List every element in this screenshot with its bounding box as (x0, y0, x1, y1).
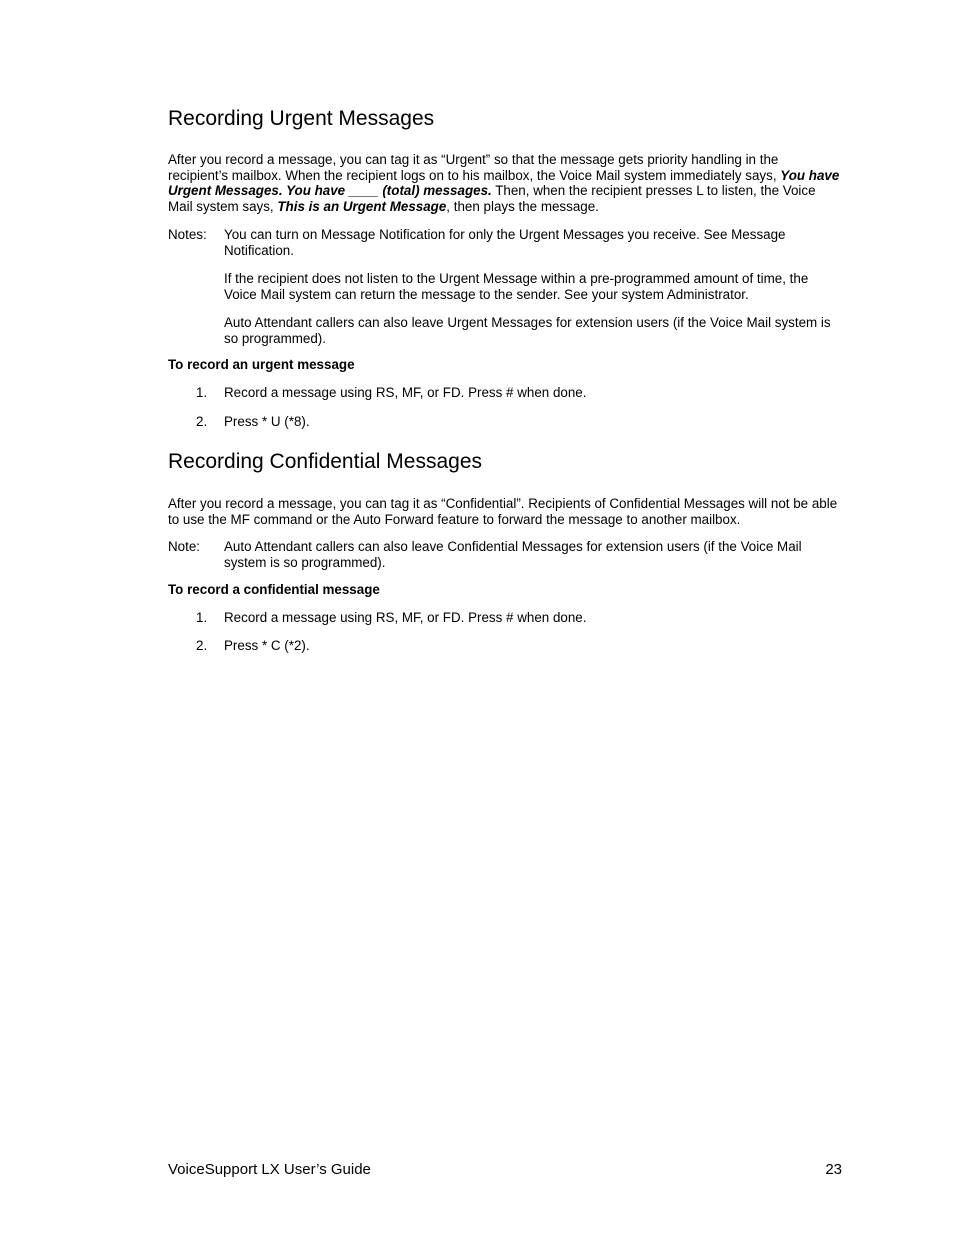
procedure-step (168, 414, 840, 430)
step-text: Record a message using RS, MF, or FD. Press # when done. (224, 385, 587, 400)
note-block (168, 539, 840, 570)
notes-label: Notes: (168, 227, 207, 242)
step-number: 2. (196, 638, 208, 653)
note-label: Note: (168, 539, 201, 554)
procedure-step (168, 610, 840, 626)
procedure-step (168, 638, 840, 654)
urgent-phrase-2: This is an Urgent Message (277, 198, 447, 214)
procedure-title-urgent: To record an urgent message (168, 357, 355, 372)
note-item: If the recipient does not listen to the Urgent Message within a pre-programmed amount of time, the Voice Mail system can return the message to the sender. See your system Administrator. (224, 271, 809, 302)
urgent-intro-paragraph: After you record a message, you can tag it as “Urgent” so that the message gets priority handling in the recipient’s mailbox. When the recipient logs on to his mailbox, the Voice Mail system immediately says, You have Urgent Messages. You have ____ (total) messages. Then, when the recipient presses L to listen, the Voice Mail system says, This is an Urgent Message, then plays the message. (168, 152, 840, 214)
step-number: 1. (196, 610, 208, 625)
section-heading-confidential: Recording Confidential Messages (168, 450, 483, 473)
procedure-step (168, 385, 840, 401)
step-text: Press * C (*2). (224, 638, 310, 653)
urgent-phrase-1: You have Urgent Messages. You have ____ (total) messages. (168, 167, 840, 199)
note-item: Auto Attendant callers can also leave Confidential Messages for extension users (if the Voice Mail system is so programmed). (224, 539, 802, 570)
step-number: 2. (196, 414, 208, 429)
step-text: Record a message using RS, MF, or FD. Press # when done. (224, 610, 587, 625)
confidential-intro-paragraph: After you record a message, you can tag it as “Confidential”. Recipients of Confidential Messages will not be able to use the MF command or the Auto Forward feature to forward the message to another mailbox. (168, 496, 838, 527)
section-heading-urgent: Recording Urgent Messages (168, 107, 435, 130)
footer-page-number: 23 (825, 1161, 842, 1178)
footer-guide-title: VoiceSupport LX User’s Guide (168, 1161, 371, 1178)
step-number: 1. (196, 385, 208, 400)
note-row (168, 271, 840, 302)
notes-block (168, 227, 840, 258)
step-text: Press * U (*8). (224, 414, 310, 429)
note-row (168, 315, 840, 346)
note-item: You can turn on Message Notification for only the Urgent Messages you receive. See Message Notification. (224, 227, 786, 258)
note-item: Auto Attendant callers can also leave Urgent Messages for extension users (if the Voice Mail system is so programmed). (224, 315, 831, 346)
procedure-title-confidential: To record a confidential message (168, 582, 380, 597)
